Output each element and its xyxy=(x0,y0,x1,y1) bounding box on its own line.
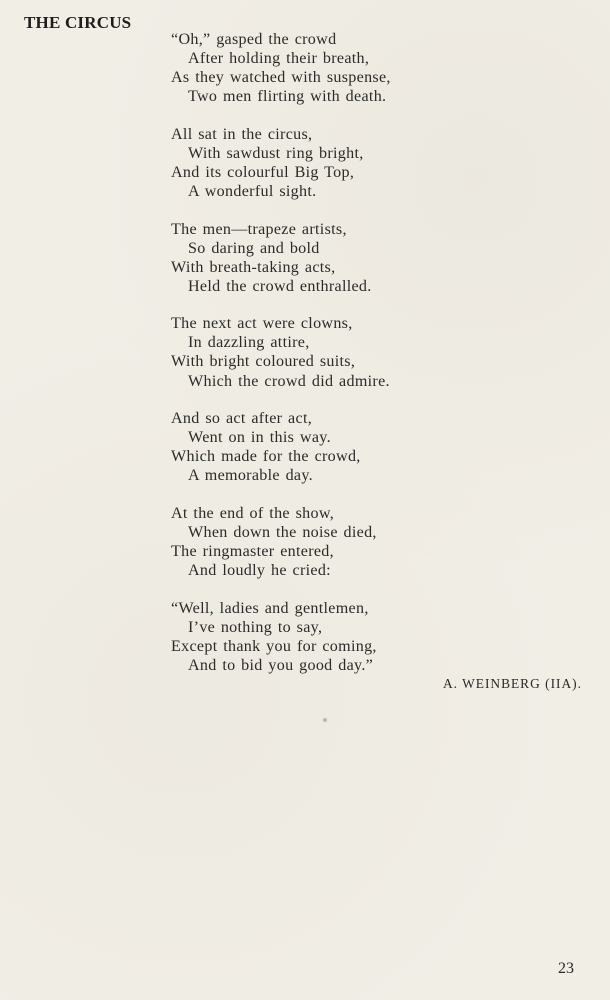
poem-line-3-2: So daring and bold xyxy=(188,239,320,257)
stanza-3 xyxy=(171,220,591,296)
stanza-6 xyxy=(171,504,591,580)
stanza-7 xyxy=(171,599,591,675)
stanza-4 xyxy=(171,314,591,390)
poem-line-3-3: With breath-taking acts, xyxy=(171,258,336,276)
poem-line-7-2: I’ve nothing to say, xyxy=(188,618,323,636)
poem-line-1-4: Two men flirting with death. xyxy=(188,88,387,106)
poem-line-5-3: Which made for the crowd, xyxy=(171,448,361,466)
poem-line-2-1: All sat in the circus, xyxy=(171,125,313,143)
poem-line-1-3: As they watched with suspense, xyxy=(171,69,391,87)
stanza-2 xyxy=(171,125,591,201)
poem-line-6-2: When down the noise died, xyxy=(188,523,377,541)
poem-title: THE CIRCUS xyxy=(24,13,132,32)
poem-line-4-4: Which the crowd did admire. xyxy=(188,372,390,390)
poem-line-1-2: After holding their breath, xyxy=(188,50,370,68)
stanza-5 xyxy=(171,409,591,485)
poem-line-5-1: And so act after act, xyxy=(171,410,313,428)
poem-line-7-1: “Well, ladies and gentlemen, xyxy=(171,599,369,617)
paper-speck xyxy=(323,718,327,722)
poem-line-4-1: The next act were clowns, xyxy=(171,315,353,333)
stanza-1 xyxy=(171,30,591,106)
poem-line-4-2: In dazzling attire, xyxy=(188,334,310,352)
poem-line-5-4: A memorable day. xyxy=(188,467,313,485)
author-credit: A. WEINBERG (IIA). xyxy=(443,676,582,691)
poem-line-6-1: At the end of the show, xyxy=(171,504,335,522)
poem-line-6-4: And loudly he cried: xyxy=(188,562,331,580)
poem-line-5-2: Went on in this way. xyxy=(188,429,331,447)
poem-line-2-4: A wonderful sight. xyxy=(188,183,317,201)
poem-body xyxy=(171,30,591,693)
poem-line-3-4: Held the crowd enthralled. xyxy=(188,277,372,295)
poem-line-6-3: The ringmaster entered, xyxy=(171,543,334,561)
poem-line-1-1: “Oh,” gasped the crowd xyxy=(171,31,337,48)
poem-line-3-1: The men—trapeze artists, xyxy=(171,220,347,238)
poem-line-2-2: With sawdust ring bright, xyxy=(188,144,364,162)
poem-line-2-3: And its colourful Big Top, xyxy=(171,163,355,181)
page-number: 23 xyxy=(558,960,574,977)
poem-line-4-3: With bright coloured suits, xyxy=(171,353,356,371)
poem-line-7-4: And to bid you good day.” xyxy=(188,656,374,674)
poem-line-7-3: Except thank you for coming, xyxy=(171,637,377,655)
